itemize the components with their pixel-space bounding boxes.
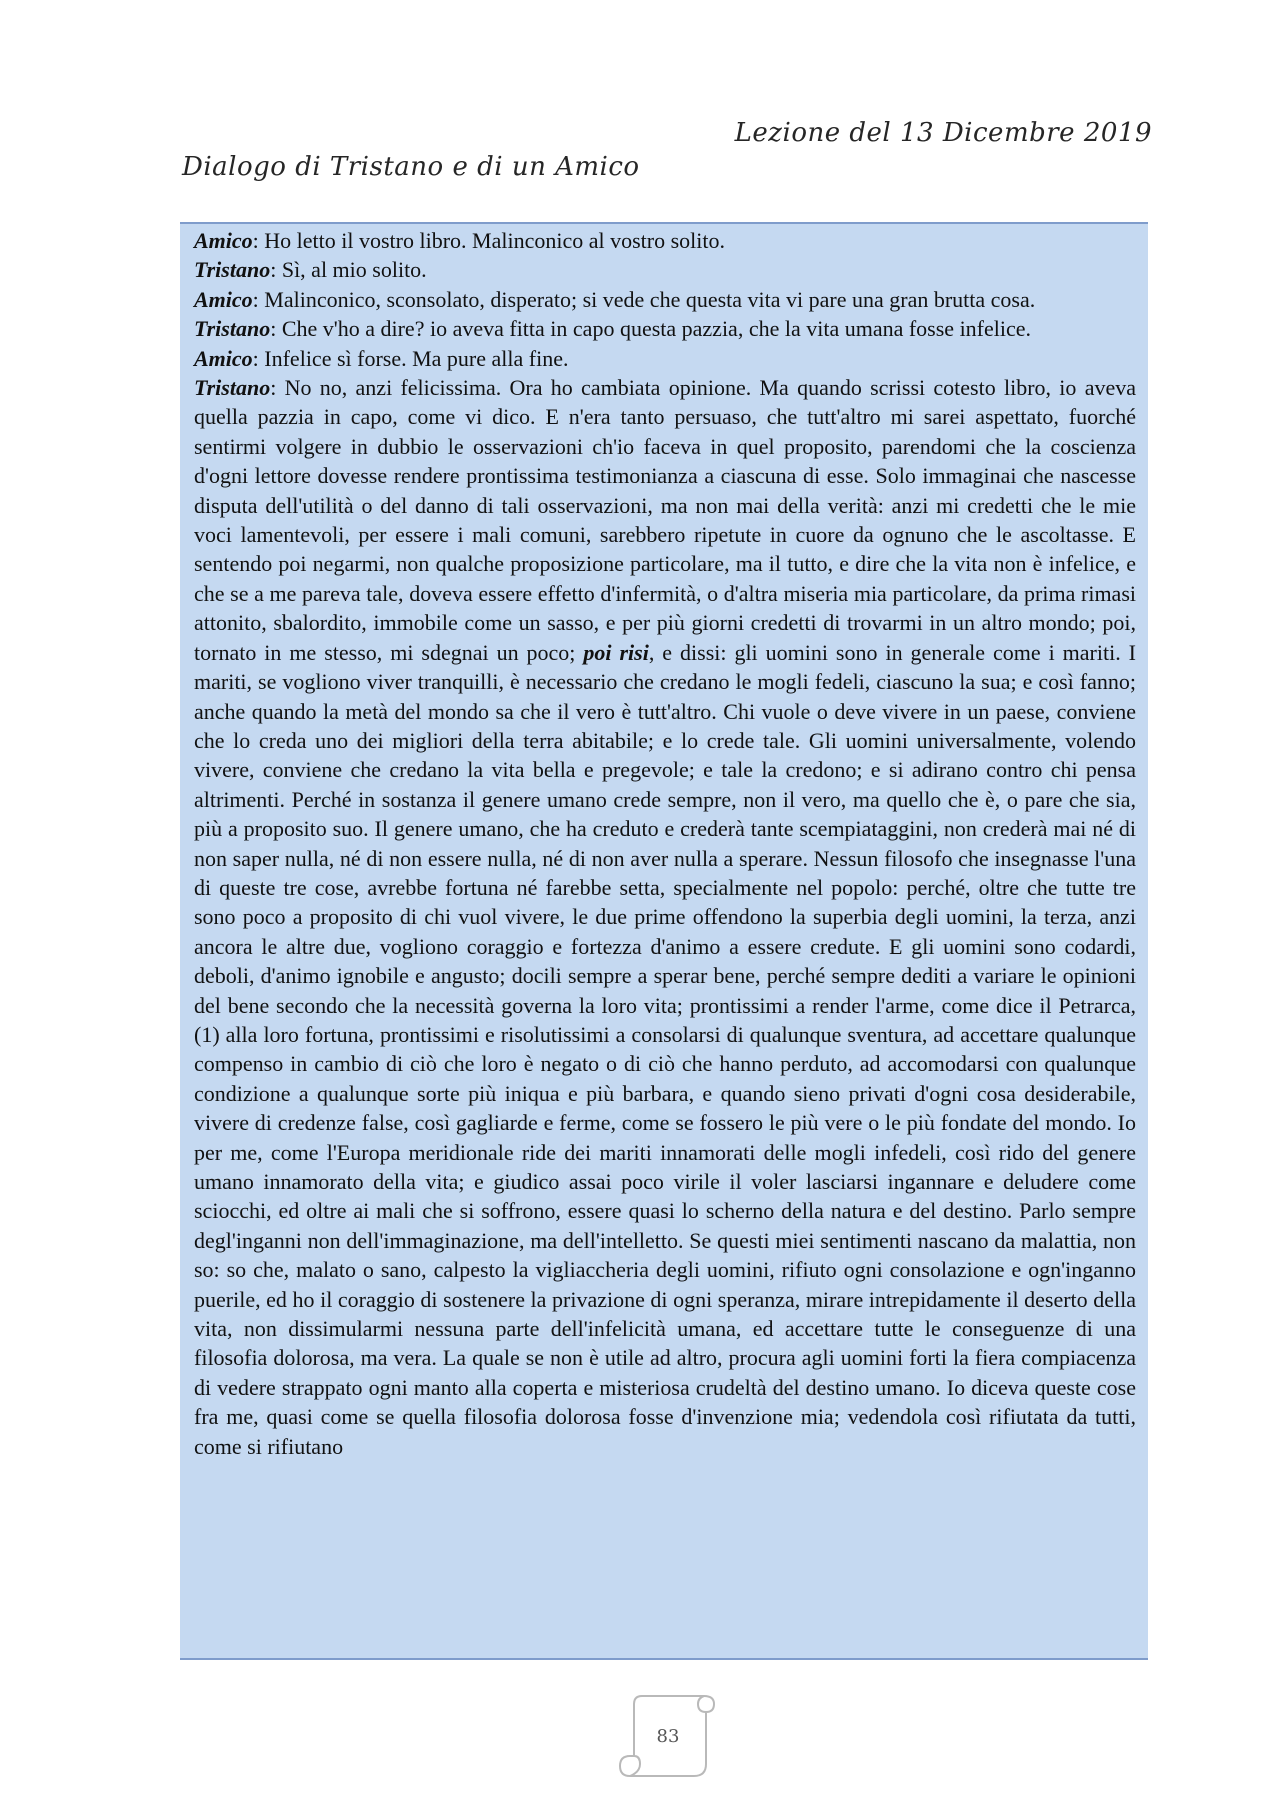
dialogue-line bbox=[194, 344, 1136, 373]
dialogue-text: : Che v'ho a dire? io aveva fitta in capo questa pazzia, che la vita umana fosse infelice. bbox=[270, 316, 1032, 342]
speaker-name: Amico bbox=[194, 228, 253, 253]
dialogue-line bbox=[194, 226, 1136, 255]
speaker-name: Tristano bbox=[194, 316, 271, 342]
page-number: 83 bbox=[656, 1726, 680, 1747]
speaker-name: Tristano bbox=[194, 257, 271, 283]
speaker-name: Tristano bbox=[194, 375, 271, 401]
dialogue-text: : Malinconico, sconsolato, disperato; si vede che questa vita vi pare una gran brutta cosa. bbox=[252, 286, 1036, 312]
dialogue-line bbox=[194, 255, 1136, 284]
document-title: Dialogo di Tristano e di un Amico bbox=[182, 152, 640, 182]
dialogue-text-continued: , e dissi: gli uomini sono in generale come i mariti. I mariti, se vogliono viver tranquilli, è necessario che credano le mogli fedeli, ciascuno la sua; e così fanno; anche quando la metà del mondo sa che il vero è tutt'altro. Chi vuole o deve vivere in un paese, conviene che lo creda uno dei migliori della terra abitabile; e lo crede tale. Gli uomini universalmente, volendo vivere, conviene che credano la vita bella e pregevole; e tale la credono; e si adirano contro chi pensa altrimenti. Perché in sostanza il genere umano crede sempre, non il vero, ma quello che è, o pare che sia, più a proposito suo. Il genere umano, che ha creduto e crederà tante scempiataggini, non crederà mai né di non saper nulla, né di non essere nulla, né di non aver nulla a sperare. Nessun filosofo che insegnasse l'una di queste tre cose, avrebbe fortuna né farebbe setta, specialmente nel popolo: perché, oltre che tutte tre sono poco a proposito di chi vuol vivere, le due prime offendono la superbia degli uomini, la terza, anzi ancora le altre due, vogliono coraggio e fortezza d'animo a essere credute. E gli uomini sono codardi, deboli, d'animo ignobile e angusto; docili sempre a sperar bene, perché sempre dediti a variare le opinioni del bene secondo che la necessità governa la loro vita; prontissimi a render l'arme, come dice il Petrarca,(1) alla loro fortuna, prontissimi e risolutissimi a consolarsi di qualunque sventura, ad accettare qualunque compenso in cambio di ciò che loro è negato o di ciò che hanno perduto, ad accomodarsi con qualunque condizione a qualunque sorte più iniqua e più barbara, e quando sieno privati d'ogni cosa desiderabile, vivere di credenze false, così gagliarde e ferme, come se fossero le più vere o le più fondate del mondo. Io per me, come l'Europa meridionale ride dei mariti innamorati delle mogli infedeli, così rido del genere umano innamorato della vita; e giudico assai poco virile il voler lasciarsi ingannare e deludere come sciocchi, ed oltre ai mali che si soffrono, essere quasi lo scherno della natura e del destino. Parlo sempre degl'inganni non dell'immaginazione, ma dell'intelletto. Se questi miei sentimenti nascano da malattia, non so: so che, malato o sano, calpesto la vigliaccheria degli uomini, rifiuto ogni consolazione e ogn'inganno puerile, ed ho il coraggio di sostenere la privazione di ogni speranza, mirare intrepidamente il deserto della vita, non dissimularmi nessuna parte dell'infelicità umana, ed accettare tutte le conseguenze di una filosofia dolorosa, ma vera. La quale se non è utile ad altro, procura agli uomini forti la fiera compiacenza di vedere strappato ogni manto alla coperta e misteriosa crudeltà del destino umano. Io diceva queste cose fra me, quasi come se quella filosofia dolorosa fosse d'invenzione mia; vedendola così rifiutata da tutti, come si rifiutano bbox=[194, 639, 1137, 1459]
dialogue-line bbox=[194, 373, 1136, 1461]
dialogue-text: : Sì, al mio solito. bbox=[270, 257, 427, 283]
dialogue-text: : Ho letto il vostro libro. Malinconico al vostro solito. bbox=[252, 228, 726, 253]
dialogue-line bbox=[194, 314, 1136, 343]
speaker-name: Amico bbox=[194, 286, 253, 312]
dialogue-text: : No no, anzi felicissima. Ora ho cambiata opinione. Ma quando scrissi cotesto libro, io aveva quella pazzia in capo, come vi dico. E n'era tanto persuaso, che tutt'altro mi sarei aspettato, fuorché sentirmi volgere in dubbio le osservazioni ch'io faceva in quel proposito, parendomi che la coscienza d'ogni lettore dovesse rendere prontissima testimonianza a ciascuna di esse. Solo immaginai che nascesse disputa dell'utilità o del danno di tali osservazioni, ma non mai della verità: anzi mi credetti che le mie voci lamentevoli, per essere i mali comuni, sarebbero ripetute in cuore da ognuno che le ascoltasse. E sentendo poi negarmi, non qualche proposizione particolare, ma il tutto, e dire che la vita non è infelice, e che se a me pareva tale, doveva essere effetto d'infermità, o d'altra miseria mia particolare, da prima rimasi attonito, sbalordito, immobile come un sasso, e per più giorni credetti di trovarmi in un altro mondo; poi, tornato in me stesso, mi sdegnai un poco; bbox=[194, 375, 1136, 665]
emphasized-text: poi risi bbox=[583, 639, 649, 665]
dialogue-line bbox=[194, 285, 1136, 314]
dialogue-text: : Infelice sì forse. Ma pure alla fine. bbox=[252, 345, 569, 371]
dialogue-text-box bbox=[180, 222, 1148, 1660]
lesson-date-header: Lezione del 13 Dicembre 2019 bbox=[734, 118, 1152, 148]
speaker-name: Amico bbox=[194, 345, 253, 371]
